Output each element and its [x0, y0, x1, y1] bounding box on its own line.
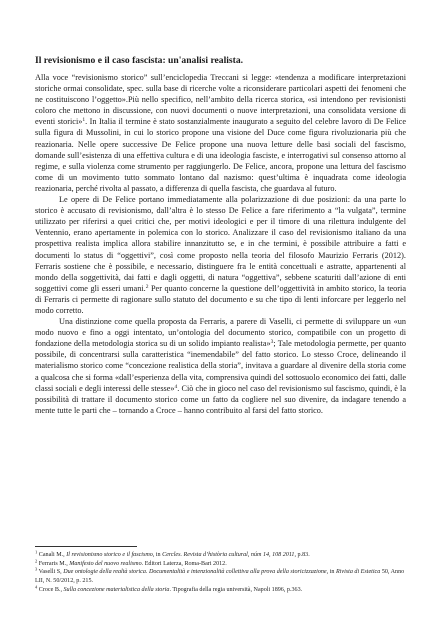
footnotes — [35, 551, 410, 595]
footnote-text: , in — [152, 552, 163, 558]
footnote-pages: 50, Anno LII, N. 50/2012, p. 215. — [35, 569, 405, 585]
section-heading: Il revisionismo e il caso fascista: un'analisi realista. — [35, 55, 244, 66]
footnote-title: Manifesto del nuovo realismo — [69, 560, 142, 567]
footnote-journal: Cercles. Revista d’història cultural, núm 14, 108 2011, — [162, 552, 297, 558]
footnote-text: . Tipografia della regia università, Napoli 1896, p.363. — [169, 586, 303, 593]
footnote-1 — [35, 551, 410, 560]
footnote-author: Vaselli S, — [38, 569, 64, 576]
paragraph-text: Una distinzione come quella proposta da Ferraris, a parere di Vaselli, ci permette di sviluppare un «un modo nuovo e fino a oggi intentato, un’ontologia del documento storico, compatibile con un progetto di fondazione della metodologia storica su di un solido impianto realista» — [35, 317, 406, 349]
footnote-text: , in — [326, 569, 336, 576]
footnote-separator — [35, 546, 137, 547]
footnote-journal: Rivista di Estetica — [335, 569, 381, 576]
footnote-author: Ferraris M., — [38, 560, 70, 567]
footnote-4 — [35, 586, 410, 595]
footnote-number: 2 — [35, 558, 38, 564]
paragraph-text: . In Italia il termine è stato sostanzialmente inaugurato a seguito del celebre lavoro di De Felice sulla figura di Mussolini, in cui lo storico propone una visione del Duce come figura rivoluzionaria più che reazionaria. Nelle opere successive De Felice propone una nuova letture delle basi sociali del fascismo, domande sull’esistenza di una effettiva cultura e di una ideologia fasciste, e interrogativi sul consenso attorno al regime, e sulla violenza come strumento per raggiungerlo. De Felice, ancora, propone una lettura del fascismo come di un movimento tutto sommato lontano dal nazismo: quest’ultima è inquadrata come ideologia reazionaria, perché rivolta al passato, a differenza di quella fascista, che guardava al futuro. — [35, 117, 407, 193]
footnote-text: . Editori Laterza, Roma-Bari 2012. — [141, 560, 227, 567]
footnote-title: Sulla concezione materialistica della storia — [63, 586, 170, 593]
footnote-ref[interactable]: 4 — [174, 383, 178, 390]
paragraph-text: . Ciò che in gioco nel caso del revisionismo sul fascismo, quindi, è la possibilità di trattare il documento storico come un fatto da cogliere nel suo divenire, da indagare tenendo a mente tutte le parti che – tornando a Croce – hanno contribuito al farsi del fatto storico. — [35, 383, 406, 415]
paragraph-1 — [35, 72, 406, 194]
paragraph-text: ; Tale metodologia permette, per quanto possibile, di concentrarsi sulla caratteristica “inemendabile” del fatto storico. Lo stesso Croce, delineando il materialismo storico come “concezione realistica della storia”, invitava a guardare al divenire della storia come a qualcosa che si forma «dall’esperienza della vita, comprensiva quindi del sottosuolo economico dei fatti, dalle classi sociali e degli interessi delle stesse» — [35, 339, 406, 393]
footnote-author: Canali M., — [38, 552, 67, 558]
footnote-ref[interactable]: 2 — [145, 283, 149, 290]
body-text — [35, 72, 406, 416]
footnote-number: 3 — [35, 566, 38, 572]
paragraph-text: Le opere di De Felice portano immediatamente alla polarizzazione di due posizioni: da una parte lo storico è accusato di revisionismo, dall’altra è lo stesso De Felice a fare riferimento a “la vulgata”, termine utilizzato per riferirsi a quei critici che, per motivi ideologici e per il timore di una rilettura indulgente del Ventennio, erano apertamente in polemica con lo storico. Analizzare il caso del revisionismo italiano da una prospettiva realista implica allora stabilire innanzitutto se, e in che termini, è possibile attribuire a fatti e documenti lo status di “oggettivi”, così come proposto nella teoria del filosofo Maurizio Ferraris (2012). Ferraris sostiene che è possibile, e necessario, distinguere fra le entità concettuali e astratte, appartenenti al mondo della soggettività, dai fatti e dagli oggetti, di natura “oggettiva”, sebbene scaturiti dall’azione di enti soggettivi come gli esseri umani. — [35, 195, 406, 293]
footnote-number: 4 — [35, 584, 38, 590]
paragraph-text: Alla voce “revisionismo storico” sull’enciclopedia Treccani si legge: «tendenza a modificare interpretazioni storiche ormai consolidate, spec. sulla base di ricerche volte a riconsiderare particolari aspetti dei fenomeni che ne costituiscono l’oggetto».Più nello specifico, nell’ambito della ricerca storica, «si intendono per revisionisti coloro che mettono in discussione, con nuovi documenti o nuove interpretazioni, una consolidata versione di eventi storici» — [35, 73, 406, 127]
footnote-pages: p.83. — [296, 552, 310, 558]
footnote-title: Il revisionismo storico e il fascismo — [66, 552, 153, 558]
footnote-ref[interactable]: 3 — [270, 339, 274, 346]
footnote-title: Due ontologie della realtà storica. Documentalità e intenzionalità collettiva alla prova della storicizzazione — [63, 569, 327, 576]
footnote-number: 1 — [35, 549, 38, 555]
paragraph-2 — [35, 194, 406, 316]
footnote-2 — [35, 560, 410, 569]
footnote-3 — [35, 568, 410, 585]
paragraph-3 — [35, 316, 406, 416]
paragraph-text: Per quanto concerne la questione dell’oggettività in ambito storico, la teoria di Ferraris ci permette di ragionare sullo statuto del documento e su che tipo di lenti inforcare per leggerlo nel modo corretto. — [35, 283, 406, 315]
footnote-ref[interactable]: 1 — [82, 117, 86, 124]
footnote-author: Croce B., — [38, 586, 64, 593]
